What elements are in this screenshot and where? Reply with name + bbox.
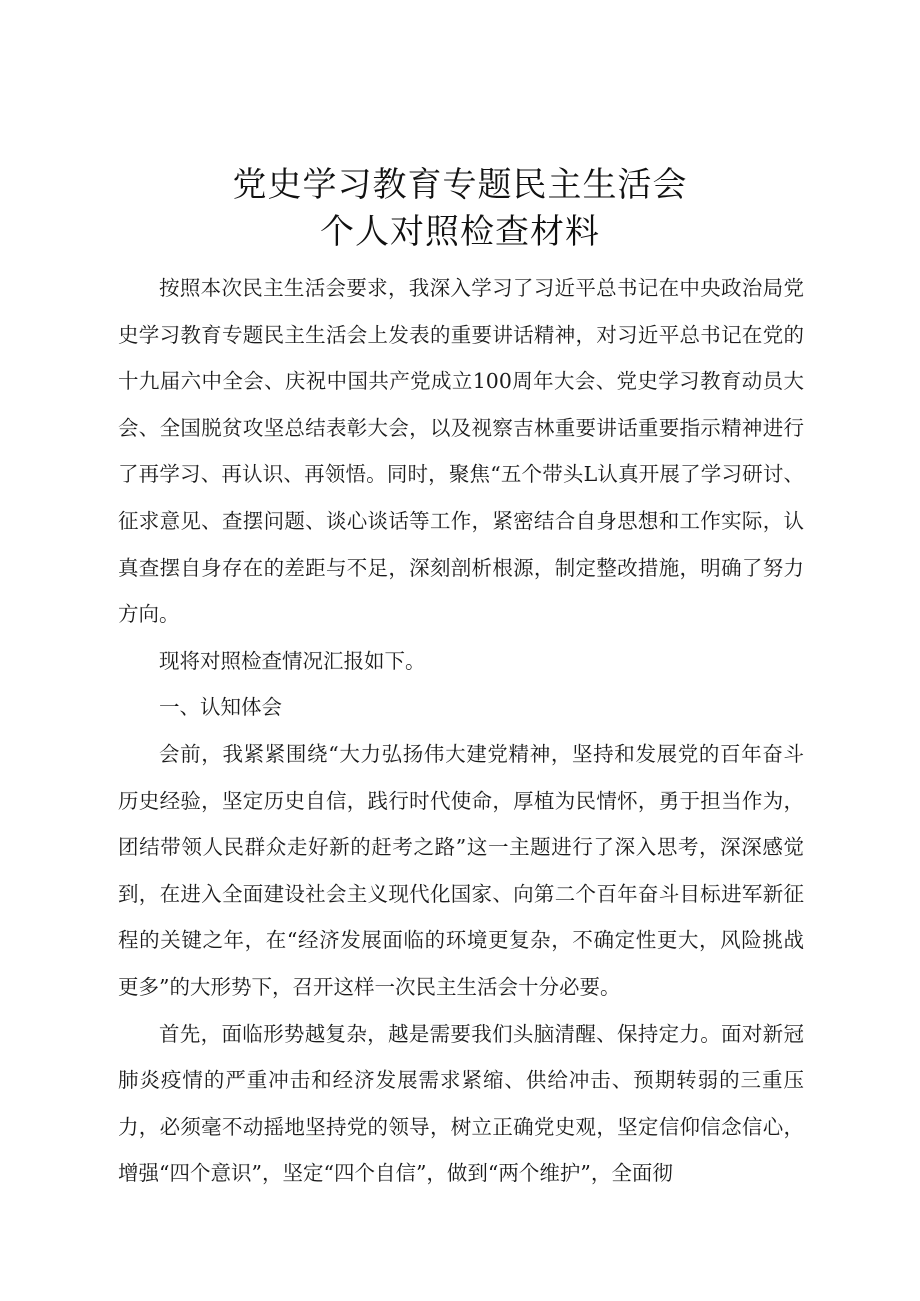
report-intro-paragraph: 现将对照检查情况汇报如下。: [159, 648, 426, 673]
document-title-line-2: 个人对照检查材料: [320, 212, 600, 252]
intro-paragraph: 按照本次民主生活会要求，我深入学习了习近平总书记在中央政治局党史学习教育专题民主生活会上发表的重要讲话精神，对习近平总书记在党的十九届六中全会、庆祝中国共产党成立100周年大会、党史学习教育动员大会、全国脱贫攻坚总结表彰大会，以及视察吉林重要讲话重要指示精神进行了再学习、再认识、再领悟。同时，聚焦“五个带头L认真开展了学习研讨、征求意见、查摆问题、谈心谈话等工作，紧密结合自身思想和工作实际，认真查摆自身存在的差距与不足，深刻剖析根源，制定整改措施，明确了努力方向。: [118, 276, 804, 627]
section1-paragraph-1: 会前，我紧紧围绕“大力弘扬伟大建党精神，坚持和发展党的百年奋斗历史经验，坚定历史自信，践行时代使命，厚植为民情怀，勇于担当作为，团结带领人民群众走好新的赶考之路”这一主题进行了深入思考，深深感觉到，在进入全面建设社会主义现代化国家、向第二个百年奋斗目标进军新征程的关键之年，在“经济发展面临的环境更复杂，不确定性更大，风险挑战更多”的大形势下，召开这样一次民主生活会十分必要。: [118, 741, 804, 999]
document-title-line-1: 党史学习教育专题民主生活会: [232, 165, 688, 205]
section-heading-1: 一、认知体会: [159, 695, 282, 720]
document-body: [118, 265, 804, 1197]
section1-paragraph-2: 首先，面临形势越复杂，越是需要我们头脑清醒、保持定力。面对新冠肺炎疫情的严重冲击和经济发展需求紧缩、供给冲击、预期转弱的三重压力，必须毫不动摇地坚持党的领导，树立正确党史观，坚定信仰信念信心，增强“四个意识”，坚定“四个自信”，做到“两个维护”，全面彻: [118, 1021, 804, 1186]
